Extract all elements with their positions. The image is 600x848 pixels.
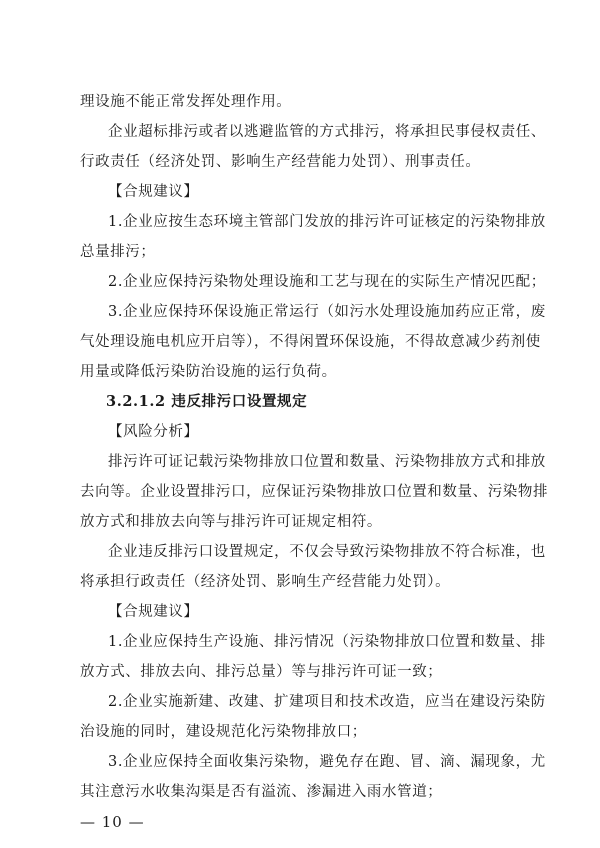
paragraph-line: 企业违反排污口设置规定，不仅会导致污染物排放不符合标准，也 [108,544,546,560]
list-item-line: 1.企业应按生态环境主管部门发放的排污许可证核定的污染物排放 [108,214,546,230]
list-item-line: 放方式、排放去向、排污总量）等与排污许可证一致； [80,664,443,680]
list-item-line: 2.企业应保持污染物处理设施和工艺与现在的实际生产情况匹配； [108,274,546,290]
section-label: 【合规建议】 [108,184,199,200]
list-item-line: 其注意污水收集沟渠是否有溢流、渗漏进入雨水管道； [80,784,443,800]
list-item-line: 用量或降低污染防治设施的运行负荷。 [80,364,337,380]
list-item-line: 气处理设施电机应开启等），不得闲置环保设施，不得故意减少药剂使 [80,334,541,350]
paragraph-line: 去向等。企业设置排污口，应保证污染物排放口位置和数量、污染物排 [80,484,549,500]
paragraph-line: 行政责任（经济处罚、影响生产经营能力处罚）、刑事责任。 [80,154,481,170]
list-item-line: 治设施的同时，建设规范化污染物排放口； [80,724,367,740]
list-item-line: 总量排污； [80,244,156,260]
section-label: 【合规建议】 [108,604,199,620]
paragraph-line: 排污许可证记载污染物排放口位置和数量、污染物排放方式和排放 [108,454,546,470]
page-number: — 10 — [80,813,145,831]
subsection-heading: 3.2.1.2 违反排污口设置规定 [106,393,308,410]
section-label: 【风险分析】 [108,424,199,440]
list-item-line: 3.企业应保持环保设施正常运行（如污水处理设施加药应正常，废 [108,304,546,320]
paragraph-line: 企业超标排污或者以逃避监管的方式排污，将承担民事侵权责任、 [108,124,546,140]
paragraph-line: 理设施不能正常发挥处理作用。 [80,94,292,110]
paragraph-line: 放方式和排放去向等与排污许可证规定相符。 [80,514,382,530]
list-item-line: 1.企业应保持生产设施、排污情况（污染物排放口位置和数量、排 [108,634,546,650]
list-item-line: 3.企业应保持全面收集污染物，避免存在跑、冒、滴、漏现象，尤 [108,754,546,770]
paragraph-line: 将承担行政责任（经济处罚、影响生产经营能力处罚）。 [80,574,451,590]
list-item-line: 2.企业实施新建、改建、扩建项目和技术改造，应当在建设污染防 [108,694,546,710]
